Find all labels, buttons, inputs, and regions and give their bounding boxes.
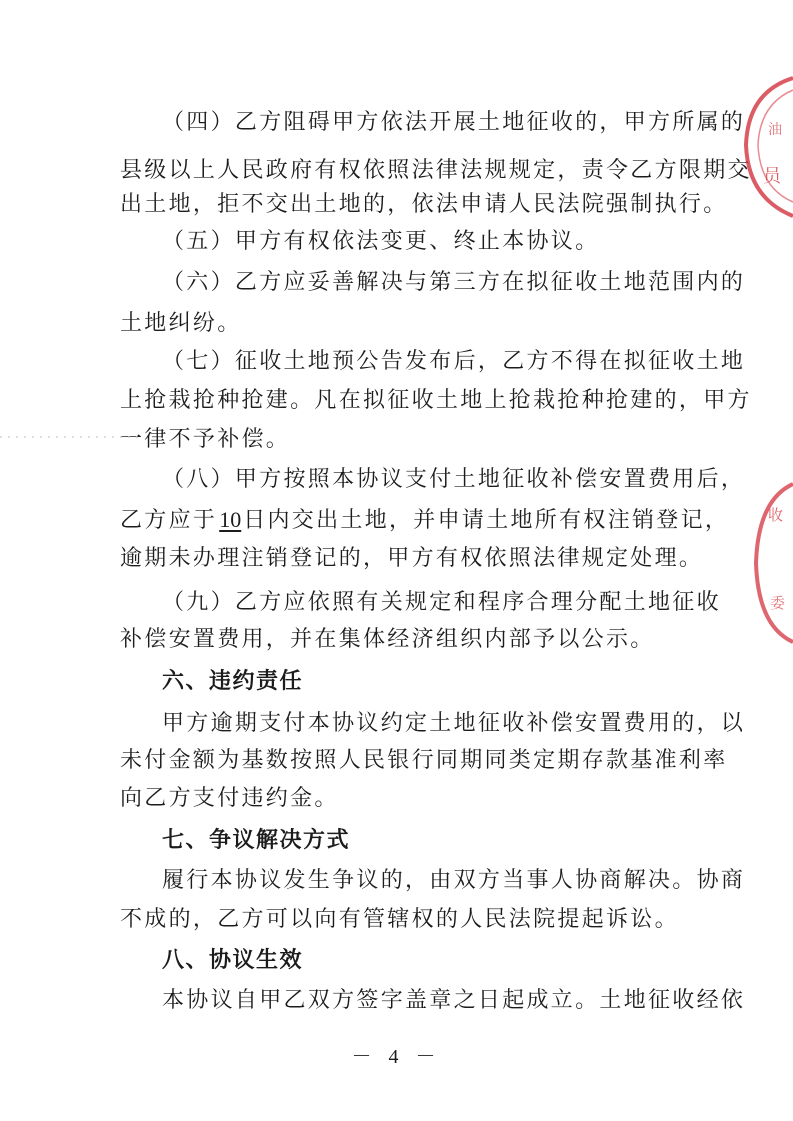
para-8-line-2 bbox=[120, 505, 730, 535]
para-7-line-3: 一律不予补偿。 bbox=[120, 427, 291, 452]
para-8-line-1: （八）甲方按照本协议支付土地征收补偿安置费用后， bbox=[162, 467, 746, 492]
liability-line-2: 未付金额为基数按照人民银行同期同类定期存款基准利率 bbox=[120, 748, 728, 773]
svg-text:收: 收 bbox=[768, 506, 784, 524]
para-4-line-2: 县级以上人民政府有权依照法律法规规定，责令乙方限期交 bbox=[120, 158, 752, 183]
page-number: － 4 － bbox=[351, 1046, 442, 1068]
scan-dotted-line bbox=[0, 436, 140, 438]
para-8-text-after: 日内交出土地，并申请土地所有权注销登记， bbox=[243, 508, 730, 533]
para-4-line-3: 出土地，拒不交出土地的，依法申请人民法院强制执行。 bbox=[120, 192, 728, 217]
para-4-line-1: （四）乙方阻碍甲方依法开展土地征收的，甲方所属的 bbox=[162, 110, 746, 135]
handover-days-value: 10 bbox=[219, 507, 242, 532]
liability-line-1: 甲方逾期支付本协议约定土地征收补偿安置费用的，以 bbox=[162, 711, 746, 736]
svg-text:员: 员 bbox=[763, 166, 781, 187]
para-8-text-before: 乙方应于 bbox=[120, 508, 218, 533]
effect-line-1: 本协议自甲乙双方签字盖章之日起成立。土地征收经依 bbox=[162, 988, 746, 1013]
seal-fragment-icon bbox=[748, 478, 793, 648]
para-7-line-2: 上抢栽抢种抢建。凡在拟征收土地上抢栽抢种抢建的，甲方 bbox=[120, 388, 752, 413]
dispute-line-2: 不成的，乙方可以向有管辖权的人民法院提起诉讼。 bbox=[120, 907, 679, 932]
section-heading-dispute: 七、争议解决方式 bbox=[162, 828, 351, 853]
para-5-line-1: （五）甲方有权依法变更、终止本协议。 bbox=[162, 229, 600, 254]
para-8-line-3: 逾期未办理注销登记的，甲方有权依照法律规定处理。 bbox=[120, 546, 704, 571]
svg-text:油: 油 bbox=[768, 122, 782, 138]
para-6-line-1: （六）乙方应妥善解决与第三方在拟征收土地范围内的 bbox=[162, 270, 746, 295]
para-9-line-2: 补偿安置费用，并在集体经济组织内部予以公示。 bbox=[120, 627, 655, 652]
section-heading-liability: 六、违约责任 bbox=[162, 669, 304, 694]
section-heading-effect: 八、协议生效 bbox=[162, 948, 304, 973]
seal-fragment-icon bbox=[730, 70, 793, 220]
svg-text:委: 委 bbox=[770, 594, 786, 612]
para-6-line-2: 土地纠纷。 bbox=[120, 311, 242, 336]
para-9-line-1: （九）乙方应依照有关规定和程序合理分配土地征收 bbox=[162, 590, 721, 615]
para-7-line-1: （七）征收土地预公告发布后，乙方不得在拟征收土地 bbox=[162, 349, 746, 374]
liability-line-3: 向乙方支付违约金。 bbox=[120, 786, 339, 811]
dispute-line-1: 履行本协议发生争议的，由双方当事人协商解决。协商 bbox=[162, 868, 746, 893]
